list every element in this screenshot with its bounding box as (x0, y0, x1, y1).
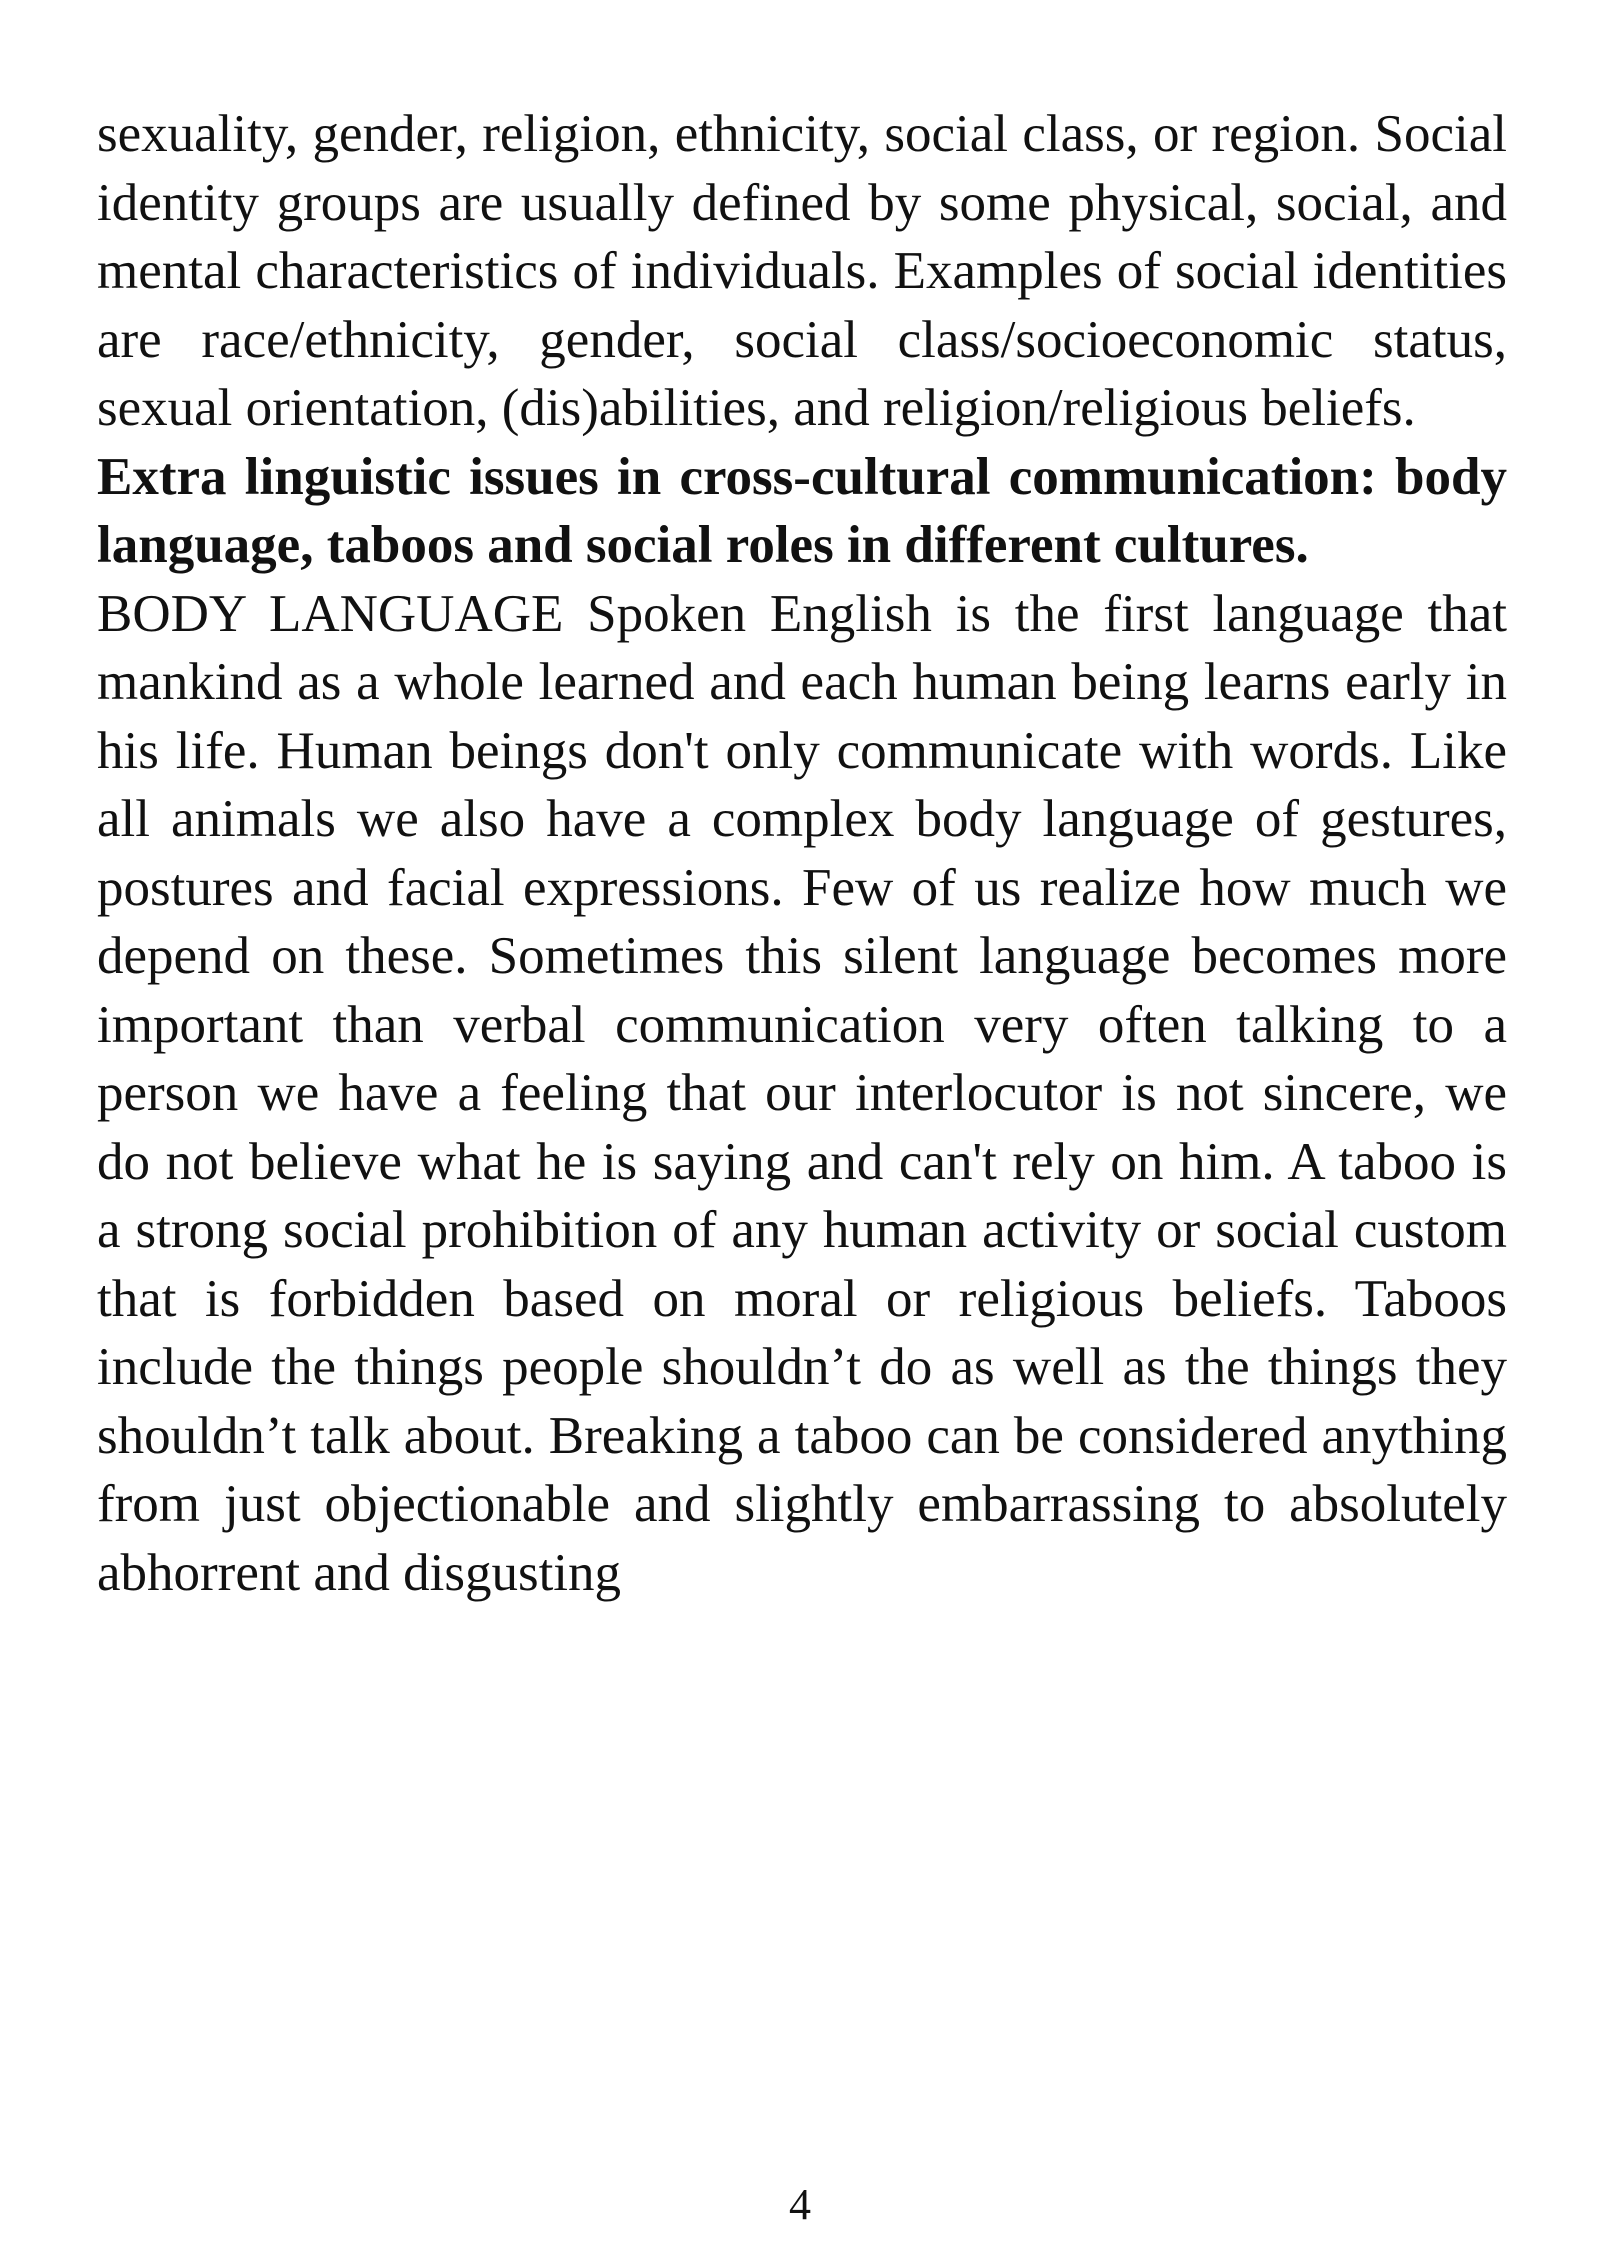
page-content (97, 100, 1507, 1607)
section-heading: Extra linguistic issues in cross-cultural communication: body language, taboos and social roles in different cultures. (97, 447, 1507, 574)
page-number: 4 (789, 2180, 811, 2229)
body-paragraph-social-identity: sexuality, gender, religion, ethnicity, social class, or region. Social identity groups are usually defined by some physical, social, and mental characteristics of individuals. Examples of social identities are race/ethnicity, gender, social class/socioeconomic status, sexual orientation, (dis)abilities, and religion/religious beliefs. (97, 105, 1507, 437)
body-paragraph-body-language: BODY LANGUAGE Spoken English is the first language that mankind as a whole learned and each human being learns early in his life. Human beings don't only communicate with words. Like all animals we also have a complex body language of gestures, postures and facial expressions. Few of us realize how much we depend on these. Sometimes this silent language becomes more important than verbal communication very often talking to a person we have a feeling that our interlocutor is not sincere, we do not believe what he is saying and can't rely on him. A taboo is a strong social prohibition of any human activity or social custom that is forbidden based on moral or religious beliefs. Taboos include the things people shouldn’t do as well as the things they shouldn’t talk about. Breaking a taboo can be considered anything from just objectionable and slightly embarrassing to absolutely abhorrent and disgusting (97, 584, 1507, 1602)
